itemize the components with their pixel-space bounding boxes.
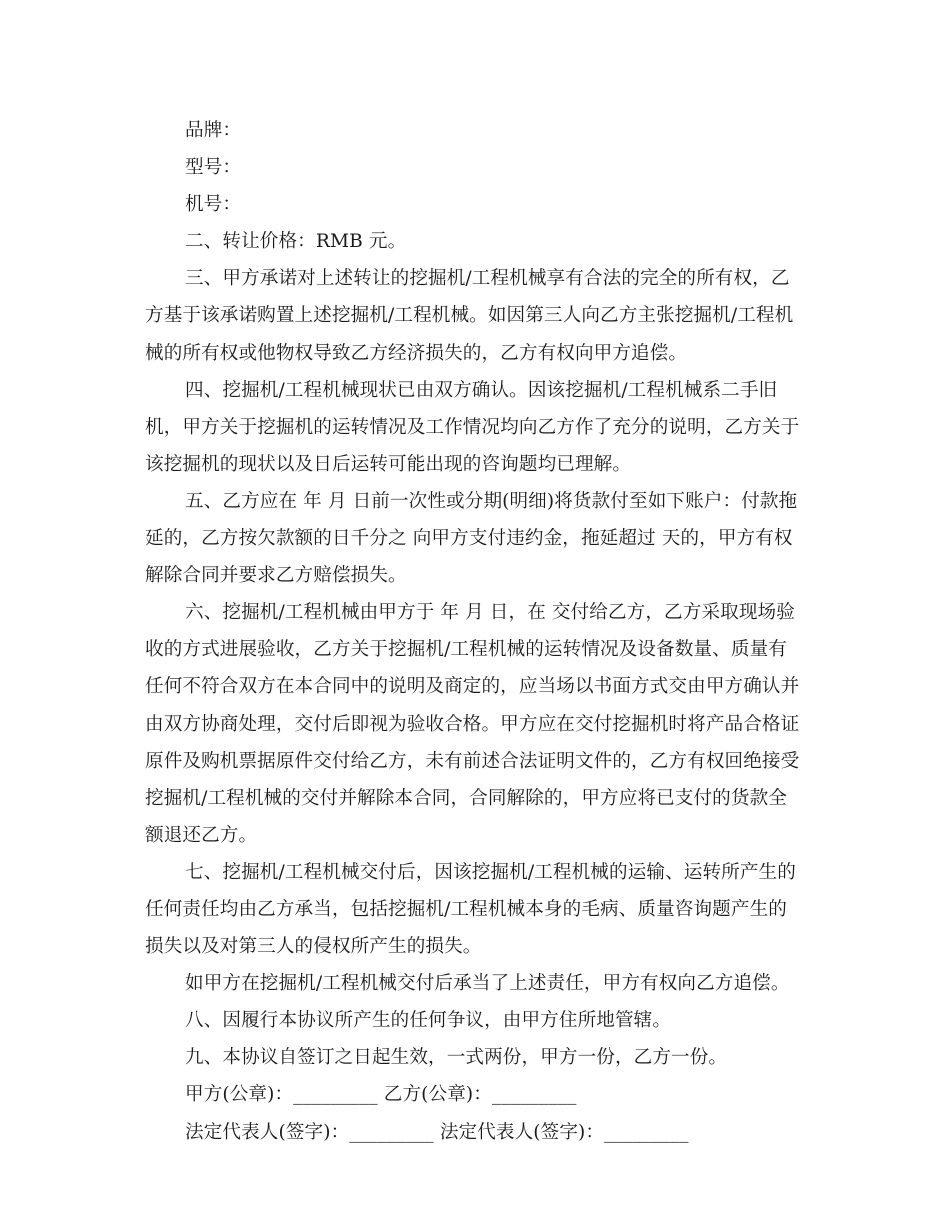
text-line: 方基于该承诺购置上述挖掘机/工程机械。如因第三人向乙方主张挖掘机/工程机	[145, 305, 794, 327]
text-line: 任何不符合双方在本合同中的说明及商定的，应当场以书面方式交由甲方确认并	[145, 676, 800, 698]
text-line: 延的，乙方按欠款额的日千分之 向甲方支付违约金，拖延超过 天的，甲方有权	[145, 528, 793, 550]
contract-paragraph	[145, 1039, 810, 1076]
text-line: 型号：	[185, 157, 242, 179]
contract-paragraph	[145, 594, 810, 854]
contract-paragraph	[145, 483, 810, 594]
text-line: 收的方式进展验收，乙方关于挖掘机/工程机械的运转情况及设备数量、质量有	[145, 639, 787, 661]
text-line: 解除合同并要求乙方赔偿损失。	[145, 565, 407, 587]
contract-paragraph	[145, 965, 810, 1002]
contract-page	[145, 112, 810, 1151]
text-line: 九、本协议自签订之日起生效，一式两份，甲方一份，乙方一份。	[185, 1047, 728, 1069]
contract-paragraph	[145, 149, 810, 186]
text-line: 由双方协商处理，交付后即视为验收合格。甲方应在交付挖掘机时将产品合格证	[145, 713, 800, 735]
contract-paragraph	[145, 260, 810, 371]
text-line: 甲方(公章)：_________ 乙方(公章)：_________	[185, 1084, 577, 1106]
contract-paragraph	[145, 112, 810, 149]
text-line: 械的所有权或他物权导致乙方经济损失的，乙方有权向甲方追偿。	[145, 342, 688, 364]
text-line: 四、挖掘机/工程机械现状已由双方确认。因该挖掘机/工程机械系二手旧	[185, 379, 778, 401]
text-line: 六、挖掘机/工程机械由甲方于 年 月 日，在 交付给乙方，乙方采取现场验	[185, 602, 795, 624]
text-line: 五、乙方应在 年 月 日前一次性或分期(明细)将货款付至如下账户：付款拖	[185, 490, 798, 512]
text-line: 法定代表人(签字)：_________ 法定代表人(签字)：_________	[185, 1121, 689, 1143]
contract-paragraph	[145, 1114, 810, 1151]
text-line: 该挖掘机的现状以及日后运转可能出现的咨询题均已理解。	[145, 453, 632, 475]
text-line: 原件及购机票据原件交付给乙方，未有前述合法证明文件的，乙方有权回绝接受	[145, 750, 800, 772]
text-line: 挖掘机/工程机械的交付并解除本合同，合同解除的，甲方应将已支付的货款全	[145, 787, 787, 809]
text-line: 损失以及对第三人的侵权所产生的损失。	[145, 936, 482, 958]
contract-paragraph	[145, 223, 810, 260]
text-line: 机，甲方关于挖掘机的运转情况及工作情况均向乙方作了充分的说明，乙方关于	[145, 416, 800, 438]
contract-paragraph	[145, 854, 810, 965]
text-line: 七、挖掘机/工程机械交付后，因该挖掘机/工程机械的运输、运转所产生的	[185, 861, 796, 883]
contract-paragraph	[145, 186, 810, 223]
contract-paragraph	[145, 1002, 810, 1039]
text-line: 品牌：	[185, 120, 242, 141]
text-line: 八、因履行本协议所产生的任何争议，由甲方住所地管辖。	[185, 1010, 672, 1032]
text-line: 如甲方在挖掘机/工程机械交付后承当了上述责任，甲方有权向乙方追偿。	[185, 973, 790, 995]
text-line: 任何责任均由乙方承当，包括挖掘机/工程机械本身的毛病、质量咨询题产生的	[145, 898, 787, 920]
text-line: 机号：	[185, 194, 242, 216]
contract-paragraph	[145, 372, 810, 483]
text-line: 额退还乙方。	[145, 824, 258, 846]
text-line: 三、甲方承诺对上述转让的挖掘机/工程机械享有合法的完全的所有权，乙	[185, 268, 790, 290]
contract-paragraph	[145, 1076, 810, 1113]
text-line: 二、转让价格：RMB 元。	[185, 231, 407, 253]
